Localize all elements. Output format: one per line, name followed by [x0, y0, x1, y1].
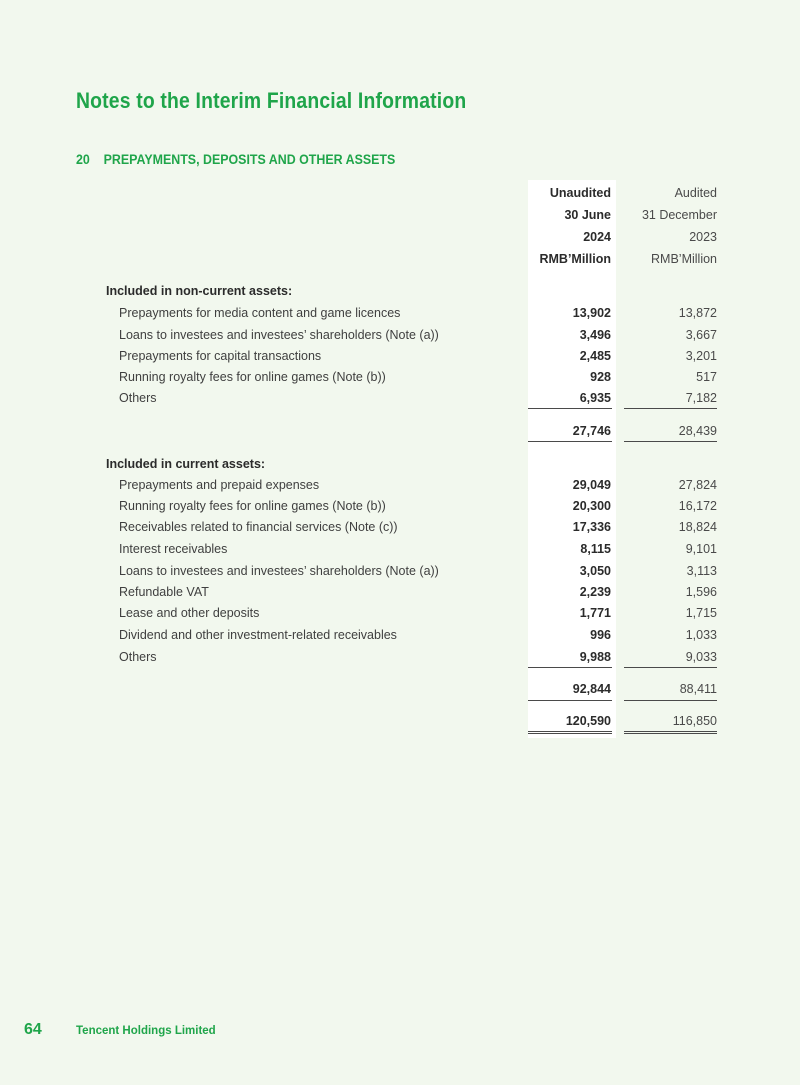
value-2024: 3,496 — [579, 328, 611, 342]
row-label: Others — [119, 391, 157, 405]
subtotal-underline — [528, 700, 612, 701]
table-row — [0, 499, 800, 521]
value-2023: 13,872 — [678, 306, 717, 320]
value-2024: 13,902 — [572, 306, 611, 320]
page-title: Notes to the Interim Financial Information — [76, 88, 467, 113]
subtotal-2023: 28,439 — [678, 424, 717, 438]
value-2023: 3,113 — [686, 564, 717, 578]
value-2023: 9,033 — [685, 650, 717, 664]
value-2023: 9,101 — [685, 542, 717, 556]
value-2024: 8,115 — [580, 542, 611, 556]
col1-header-date: 30 June — [564, 208, 611, 222]
value-2024: 928 — [590, 370, 611, 384]
table-row — [0, 478, 800, 500]
table-row — [0, 349, 800, 371]
value-2023: 7,182 — [685, 391, 717, 405]
value-2024: 29,049 — [572, 478, 611, 492]
section-number: 20 — [76, 152, 90, 167]
col2-header-date: 31 December — [641, 208, 717, 222]
table-row — [0, 520, 800, 542]
group-heading: Included in non-current assets: — [106, 284, 293, 298]
subtotal-2023: 88,411 — [679, 682, 717, 696]
row-label: Others — [119, 650, 157, 664]
subtotal-rule — [624, 667, 717, 668]
subtotal-rule — [528, 408, 612, 409]
value-2023: 27,824 — [678, 478, 717, 492]
table-row — [0, 542, 800, 564]
value-2023: 1,715 — [685, 606, 717, 620]
col1-header-unit: RMB’Million — [539, 252, 611, 266]
subtotal-rule — [624, 408, 717, 409]
table-row — [0, 585, 800, 607]
table-row — [0, 306, 800, 328]
value-2023: 18,824 — [678, 520, 717, 534]
col2-header-status: Audited — [674, 186, 717, 200]
section-title: PREPAYMENTS, DEPOSITS AND OTHER ASSETS — [103, 152, 396, 167]
col1-header-year: 2024 — [583, 230, 611, 244]
value-2023: 3,667 — [685, 328, 717, 342]
value-2024: 6,935 — [579, 391, 611, 405]
current-heading-row — [0, 457, 800, 479]
col1-header-status: Unaudited — [549, 186, 611, 200]
table-row — [0, 391, 800, 413]
row-label: Lease and other deposits — [119, 606, 260, 620]
subtotal-2024: 92,844 — [572, 682, 611, 696]
table-row — [0, 328, 800, 350]
value-2023: 16,172 — [678, 499, 717, 513]
total-double-rule — [528, 731, 612, 734]
subtotal-underline — [624, 700, 717, 701]
total-2023: 116,850 — [672, 714, 717, 728]
company-name: Tencent Holdings Limited — [76, 1025, 216, 1037]
table-row — [0, 606, 800, 628]
total-double-rule — [624, 731, 717, 734]
value-2023: 517 — [696, 370, 717, 384]
row-label: Running royalty fees for online games (Note (b)) — [119, 370, 386, 384]
row-label: Refundable VAT — [119, 585, 209, 599]
subtotal-underline — [624, 441, 717, 442]
subtotal-row — [0, 424, 800, 446]
value-2024: 20,300 — [572, 499, 611, 513]
non-current-heading-row — [0, 284, 800, 306]
value-2024: 996 — [590, 628, 611, 642]
value-2024: 2,239 — [579, 585, 611, 599]
value-2024: 1,771 — [579, 606, 611, 620]
col2-header-year: 2023 — [689, 230, 717, 244]
row-label: Interest receivables — [119, 542, 228, 556]
col2-header-unit: RMB’Million — [651, 252, 717, 266]
value-2023: 1,033 — [685, 628, 717, 642]
row-label: Prepayments for media content and game licences — [119, 306, 401, 320]
row-label: Dividend and other investment-related receivables — [119, 628, 397, 642]
table-row — [0, 650, 800, 672]
subtotal-rule — [528, 667, 612, 668]
page-number: 64 — [24, 1021, 42, 1038]
table-row — [0, 564, 800, 586]
row-label: Running royalty fees for online games (Note (b)) — [119, 499, 386, 513]
subtotal-underline — [528, 441, 612, 442]
row-label: Prepayments and prepaid expenses — [119, 478, 320, 492]
row-label: Loans to investees and investees’ shareholders (Note (a)) — [119, 328, 439, 342]
value-2024: 9,988 — [579, 650, 611, 664]
table-row — [0, 370, 800, 392]
row-label: Prepayments for capital transactions — [119, 349, 322, 363]
row-label: Receivables related to financial services (Note (c)) — [119, 520, 398, 534]
value-2023: 1,596 — [685, 585, 717, 599]
row-label: Loans to investees and investees’ shareholders (Note (a)) — [119, 564, 439, 578]
table-row — [0, 628, 800, 650]
subtotal-2024: 27,746 — [572, 424, 611, 438]
value-2023: 3,201 — [685, 349, 717, 363]
group-heading: Included in current assets: — [106, 457, 266, 471]
total-2024: 120,590 — [565, 714, 611, 728]
value-2024: 2,485 — [579, 349, 611, 363]
value-2024: 17,336 — [572, 520, 611, 534]
value-2024: 3,050 — [579, 564, 611, 578]
section-heading — [76, 152, 395, 167]
